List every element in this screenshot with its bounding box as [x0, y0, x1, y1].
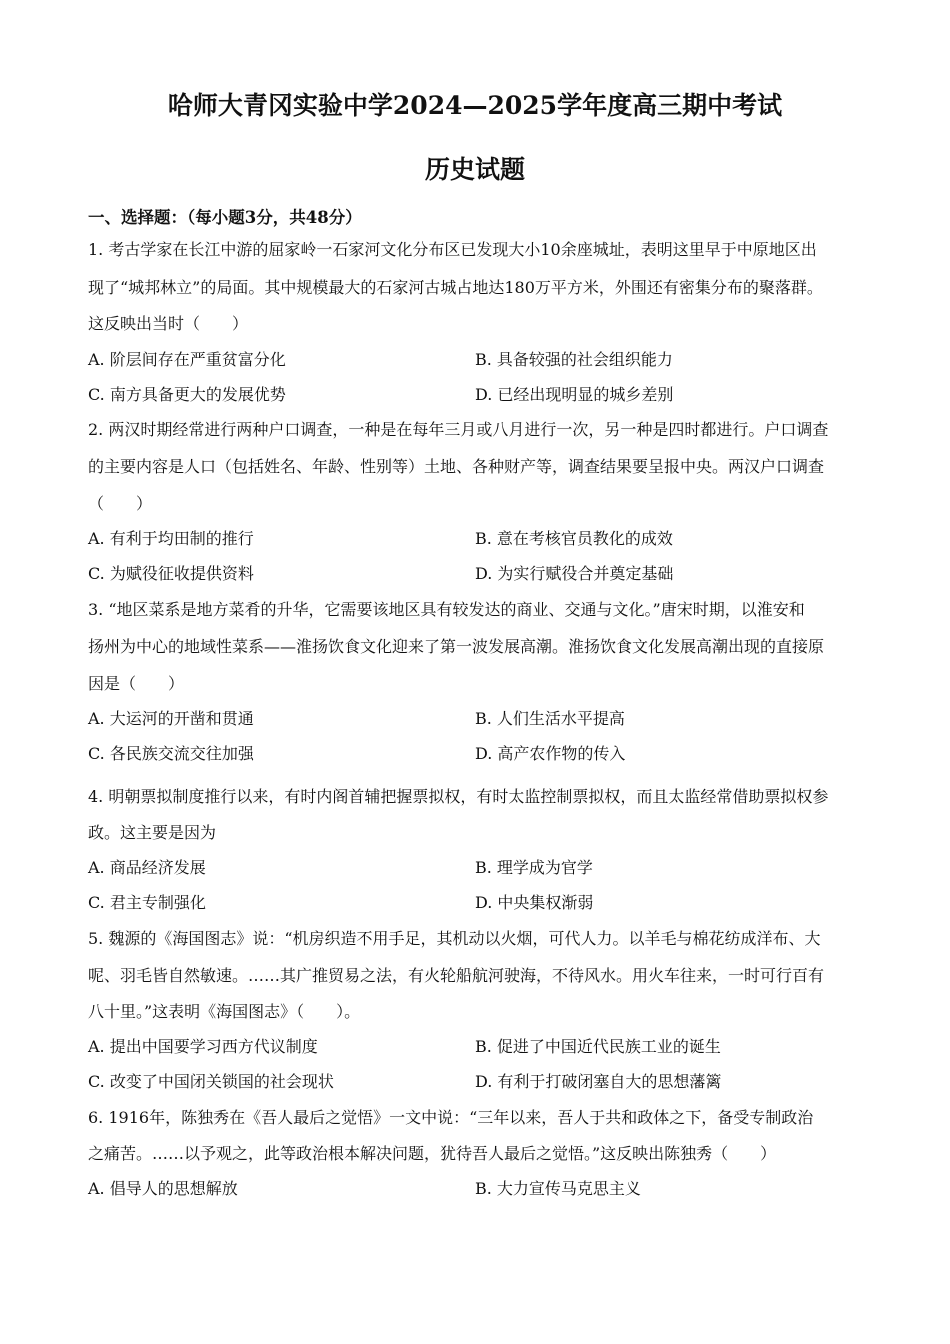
- question-1-option-c: C. 南方具备更大的发展优势: [88, 385, 286, 404]
- question-3-line-3: 因是（ ）: [88, 674, 185, 693]
- exam-title: 哈师大青冈实验中学2024—2025学年度高三期中考试: [167, 91, 783, 120]
- question-6-option-a: A. 倡导人的思想解放: [88, 1179, 238, 1198]
- question-2-line-3: （ ）: [88, 494, 153, 513]
- section-heading: 一、选择题：（每小题3分，共48分）: [88, 208, 362, 227]
- subject-title: 历史试题: [424, 155, 525, 184]
- question-3-option-c: C. 各民族交流交往加强: [88, 744, 254, 763]
- question-2-line-1: 2. 两汉时期经常进行两种户口调查，一种是在每年三月或八月进行一次，另一种是四时都进行。户口调查: [88, 420, 829, 439]
- question-4-line-1: 4. 明朝票拟制度推行以来，有时内阁首辅把握票拟权，有时太监控制票拟权，而且太监经常借助票拟权参: [88, 787, 829, 806]
- question-2-option-a: A. 有利于均田制的推行: [88, 529, 254, 548]
- question-4-option-c: C. 君主专制强化: [88, 893, 206, 912]
- question-6-option-b: B. 大力宣传马克思主义: [475, 1179, 641, 1198]
- question-5-line-2: 呢、羽毛皆自然敏速。……其广推贸易之法，有火轮船航河驶海，不待风水。用火车往来，一时可行百有: [88, 966, 825, 985]
- question-6-line-1: 6. 1916年，陈独秀在《吾人最后之觉悟》一文中说：“三年以来，吾人于共和政体之下，备受专制政治: [88, 1108, 814, 1127]
- question-6-line-2: 之痛苦。……以予观之，此等政治根本解决问题，犹待吾人最后之觉悟。”这反映出陈独秀（ ）: [88, 1144, 777, 1163]
- question-1-line-2: 现了“城邦林立”的局面。其中规模最大的石家河古城占地达180万平方米，外围还有密集分布的聚落群。: [88, 278, 823, 297]
- question-2-option-d: D. 为实行赋役合并奠定基础: [475, 564, 674, 583]
- question-3-line-1: 3. “地区菜系是地方菜肴的升华，它需要该地区具有较发达的商业、交通与文化。”唐宋时期，以淮安和: [88, 600, 805, 619]
- question-3-option-a: A. 大运河的开凿和贯通: [88, 709, 254, 728]
- question-1-line-3: 这反映出当时（ ）: [88, 314, 249, 333]
- question-2-option-b: B. 意在考核官员教化的成效: [475, 529, 673, 548]
- question-1-line-1: 1. 考古学家在长江中游的屈家岭一石家河文化分布区已发现大小10余座城址，表明这里早于中原地区出: [88, 240, 817, 259]
- question-5-option-a: A. 提出中国要学习西方代议制度: [88, 1037, 318, 1056]
- question-5-option-d: D. 有利于打破闭塞自大的思想藩篱: [475, 1072, 722, 1091]
- question-3-option-d: D. 高产农作物的传入: [475, 744, 626, 763]
- question-2-option-c: C. 为赋役征收提供资料: [88, 564, 254, 583]
- question-1-option-d: D. 已经出现明显的城乡差别: [475, 385, 674, 404]
- question-4-option-d: D. 中央集权渐弱: [475, 893, 594, 912]
- question-4-option-a: A. 商品经济发展: [88, 858, 206, 877]
- question-4-option-b: B. 理学成为官学: [475, 858, 593, 877]
- question-1-option-b: B. 具备较强的社会组织能力: [475, 350, 673, 369]
- question-4-line-2: 政。这主要是因为: [88, 823, 217, 842]
- question-5-option-c: C. 改变了中国闭关锁国的社会现状: [88, 1072, 334, 1091]
- question-2-line-2: 的主要内容是人口（包括姓名、年龄、性别等）土地、各种财产等，调查结果要呈报中央。两汉户口调查: [88, 457, 825, 476]
- question-5-option-b: B. 促进了中国近代民族工业的诞生: [475, 1037, 721, 1056]
- question-3-line-2: 扬州为中心的地域性菜系——淮扬饮食文化迎来了第一波发展高潮。淮扬饮食文化发展高潮出现的直接原: [88, 637, 825, 656]
- question-3-option-b: B. 人们生活水平提高: [475, 709, 625, 728]
- question-5-line-3: 八十里。”这表明《海国图志》（ ）。: [88, 1002, 361, 1021]
- question-1-option-a: A. 阶层间存在严重贫富分化: [88, 350, 286, 369]
- question-5-line-1: 5. 魏源的《海国图志》说：“机房织造不用手足，其机动以火烟，可代人力。以羊毛与棉花纺成洋布、大: [88, 929, 821, 948]
